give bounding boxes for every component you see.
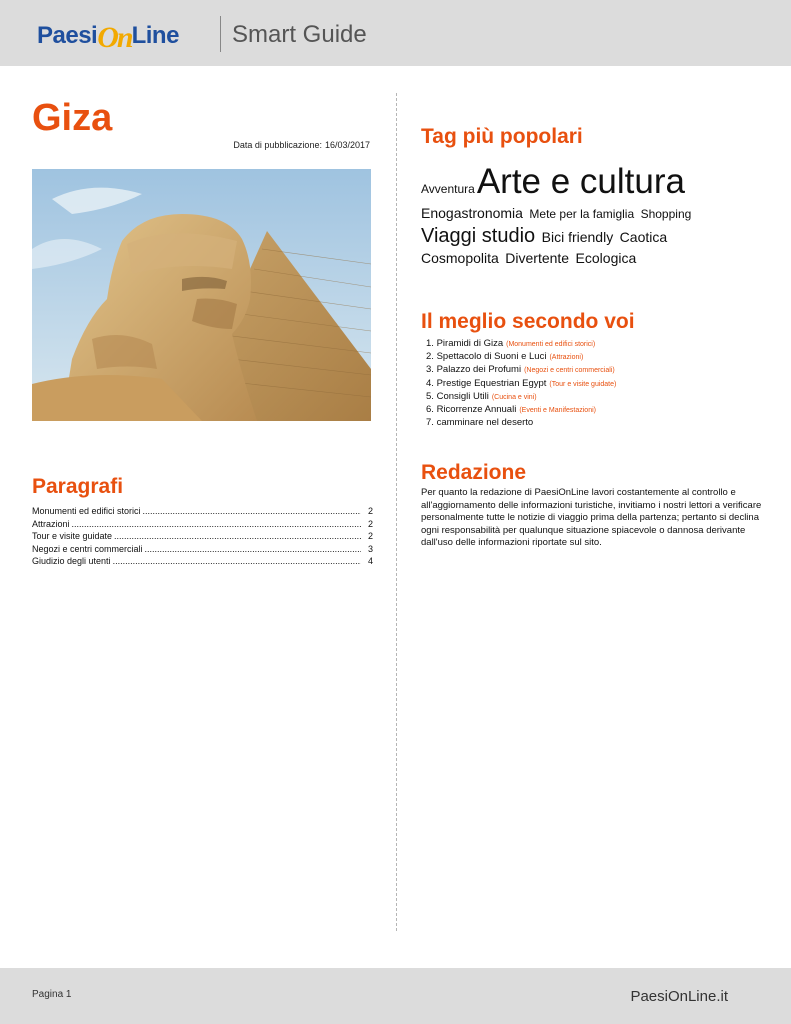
logo-text-paesi: Paesi xyxy=(37,22,98,49)
header-divider xyxy=(220,16,221,52)
right-column xyxy=(421,125,766,548)
best-heading: Il meglio secondo voi xyxy=(421,310,635,333)
toc-item-page: 3 xyxy=(367,543,373,554)
paragrafi-list xyxy=(32,505,375,568)
tag-link[interactable]: Shopping xyxy=(640,206,692,221)
best-section xyxy=(421,310,766,430)
best-item-name: Palazzo dei Profumi xyxy=(436,364,522,376)
best-item[interactable] xyxy=(426,378,766,391)
best-list xyxy=(421,338,766,430)
publication-date-label: Data di pubblicazione: xyxy=(233,140,322,150)
tag-link[interactable]: Caotica xyxy=(619,228,668,245)
toc-item-page: 2 xyxy=(367,518,373,529)
best-item-category: (Eventi e Manifestazioni) xyxy=(519,407,596,415)
toc-item-label: Negozi e centri commerciali xyxy=(32,543,143,554)
best-item-category: (Tour e visite guidate) xyxy=(549,380,617,388)
publication-date-value: 16/03/2017 xyxy=(324,140,370,150)
best-item-name: Consigli Utili xyxy=(436,390,489,402)
tag-link[interactable]: Divertente xyxy=(505,249,570,266)
tag-cloud xyxy=(421,160,766,269)
tag-link[interactable]: Enogastronomia xyxy=(421,204,523,221)
best-item[interactable] xyxy=(426,404,766,417)
tag-link[interactable]: Viaggi studio xyxy=(421,224,536,247)
best-item-number: 4. xyxy=(426,377,434,389)
header-title: Smart Guide xyxy=(232,21,367,48)
toc-item-label: Giudizio degli utenti xyxy=(32,556,111,566)
best-item[interactable] xyxy=(426,417,766,430)
best-item[interactable] xyxy=(426,351,766,364)
toc-item[interactable] xyxy=(32,518,375,531)
toc-item[interactable] xyxy=(32,543,375,556)
page-header xyxy=(0,0,791,66)
toc-item-page: 4 xyxy=(367,556,373,566)
tag-link[interactable]: Ecologica xyxy=(575,249,637,266)
best-item-name: Prestige Equestrian Egypt xyxy=(436,377,547,389)
redazione-text: Per quanto la redazione di PaesiOnLine lavori costantemente al controllo e all'aggiornamento delle informazioni turistiche, invitiamo i nostri lettori a verificare personalmente tutte le notizie di viaggio prima della partenza; pertanto si declina ogni responsabilità per qualunque situazione spiacevole o dannosa derivante dall'uso delle informazioni riportate sul sito. xyxy=(421,487,762,548)
tag-link[interactable]: Cosmopolita xyxy=(421,249,499,266)
paragrafi-section xyxy=(32,475,375,568)
best-item-category: (Monumenti ed edifici storici) xyxy=(506,341,596,348)
best-item-name: Ricorrenze Annuali xyxy=(436,404,517,416)
page-footer xyxy=(0,968,791,1024)
best-item-number: 3. xyxy=(426,364,434,376)
toc-item[interactable] xyxy=(32,555,375,568)
page-title: Giza xyxy=(32,97,113,139)
tag-link[interactable]: Bici friendly xyxy=(541,228,614,245)
toc-item-label: Monumenti ed edifici storici xyxy=(32,506,141,516)
left-column xyxy=(32,95,375,566)
best-item-number: 1. xyxy=(426,338,434,349)
best-item[interactable] xyxy=(426,338,766,351)
toc-item[interactable] xyxy=(32,530,375,543)
tag-link[interactable]: Mete per la famiglia xyxy=(529,206,635,221)
best-item[interactable] xyxy=(426,364,766,377)
redazione-heading: Redazione xyxy=(421,461,527,484)
best-item-number: 5. xyxy=(426,390,434,402)
best-item-category: (Cucina e vini) xyxy=(491,393,537,401)
toc-item[interactable] xyxy=(32,505,375,518)
best-item-name: Piramidi di Giza xyxy=(436,338,504,349)
paragrafi-heading: Paragrafi xyxy=(32,475,124,498)
toc-item-page: 2 xyxy=(367,506,373,516)
best-item-category: (Attrazioni) xyxy=(549,354,584,362)
redazione-section xyxy=(421,461,766,550)
best-item-category: (Negozi e centri commerciali) xyxy=(524,367,615,375)
page-number: Pagina 1 xyxy=(32,989,72,1000)
best-item[interactable] xyxy=(426,391,766,404)
best-item-number: 7. xyxy=(426,417,434,429)
paesionline-logo[interactable] xyxy=(37,17,179,57)
toc-item-label: Attrazioni xyxy=(32,518,70,529)
publication-date xyxy=(32,140,370,150)
best-item-number: 6. xyxy=(426,404,434,416)
toc-item-label: Tour e visite guidate xyxy=(32,531,113,541)
column-divider xyxy=(396,93,397,931)
best-item-number: 2. xyxy=(426,351,434,363)
tag-link[interactable]: Avventura xyxy=(421,182,475,196)
tag-link[interactable]: Arte e cultura xyxy=(476,162,685,201)
best-item-name: Spettacolo di Suoni e Luci xyxy=(436,351,547,363)
logo-text-on: On xyxy=(97,21,132,54)
site-link[interactable]: PaesiOnLine.it xyxy=(630,988,728,1005)
toc-item-page: 2 xyxy=(367,531,373,541)
sphinx-photo xyxy=(32,169,371,421)
best-item-name: camminare nel deserto xyxy=(436,417,534,429)
tags-heading: Tag più popolari xyxy=(421,125,583,148)
logo-text-line: Line xyxy=(131,22,179,49)
